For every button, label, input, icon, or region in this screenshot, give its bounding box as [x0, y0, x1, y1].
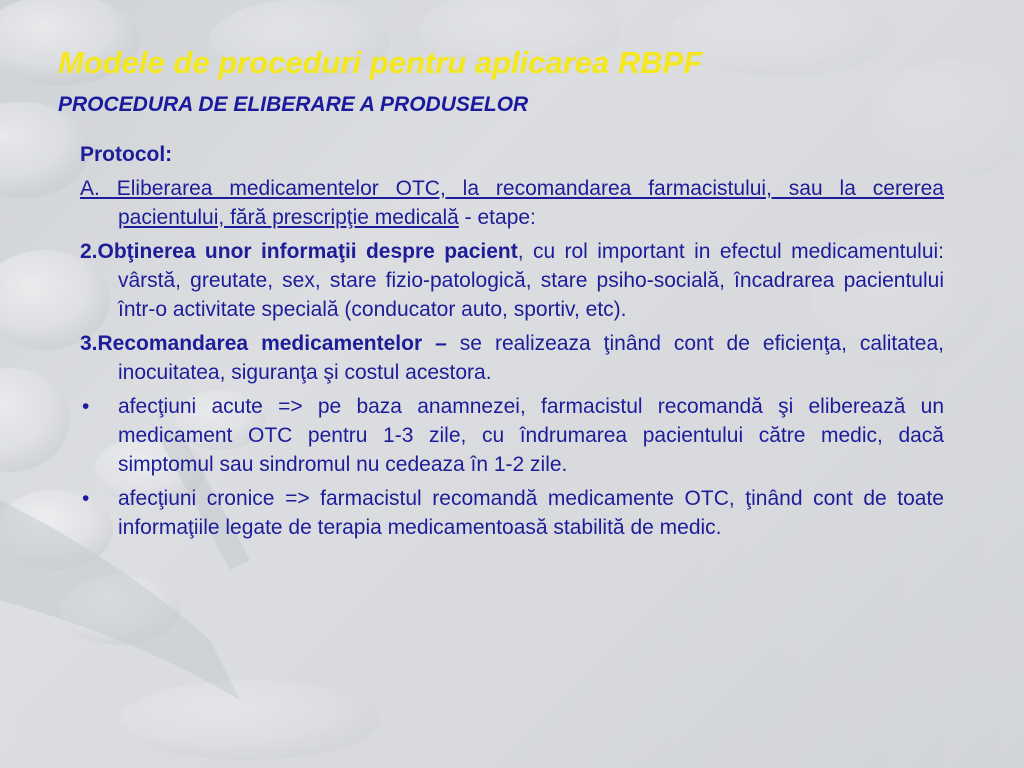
- bullet-item-acute: [80, 392, 944, 479]
- bullet-icon: •: [82, 487, 90, 510]
- section-a-rest: - etape:: [458, 206, 536, 229]
- step-3-paragraph: [80, 329, 944, 387]
- step-2-text: , cu rol important in efectul medicamentului: vârstă, greutate, sex, stare fizio-patologică, stare psiho-socială, încadrarea pacientului într-o activitate specială (conducator auto, sportiv, etc).: [118, 240, 944, 321]
- bullet-icon: •: [82, 395, 90, 418]
- section-a-paragraph: [80, 174, 944, 232]
- bullet-text: afecţiuni acute => pe baza anamnezei, farmacistul recomandă şi eliberează un medicament OTC pentru 1-3 zile, cu îndrumarea pacientului către medic, dacă simptomul sau sindromul nu cedeaza în 1-2 zile.: [118, 395, 944, 476]
- slide-title: Modele de proceduri pentru aplicarea RBPF: [58, 45, 703, 80]
- slide-subtitle: PROCEDURA DE ELIBERARE A PRODUSELOR: [58, 93, 529, 116]
- step-3-heading: 3.Recomandarea medicamentelor –: [80, 332, 447, 355]
- step-2-paragraph: [80, 237, 944, 324]
- protocol-label: Protocol:: [80, 143, 173, 166]
- bullet-item-chronic: [80, 484, 944, 542]
- section-a-underlined: A. Eliberarea medicamentelor OTC, la recomandarea farmacistului, sau la cererea pacientului, fără prescripţie medicală: [80, 177, 944, 229]
- slide-body: [80, 140, 944, 547]
- step-2-heading: 2.Obţinerea unor informaţii despre pacient: [80, 240, 518, 263]
- bullet-text: afecţiuni cronice => farmacistul recomandă medicamente OTC, ţinând cont de toate informaţiile legate de terapia medicamentoasă stabilită de medic.: [118, 487, 944, 539]
- step-3-text: se realizeaza ţinând cont de eficienţa, calitatea, inocuitatea, siguranţa şi costul acestora.: [118, 332, 944, 384]
